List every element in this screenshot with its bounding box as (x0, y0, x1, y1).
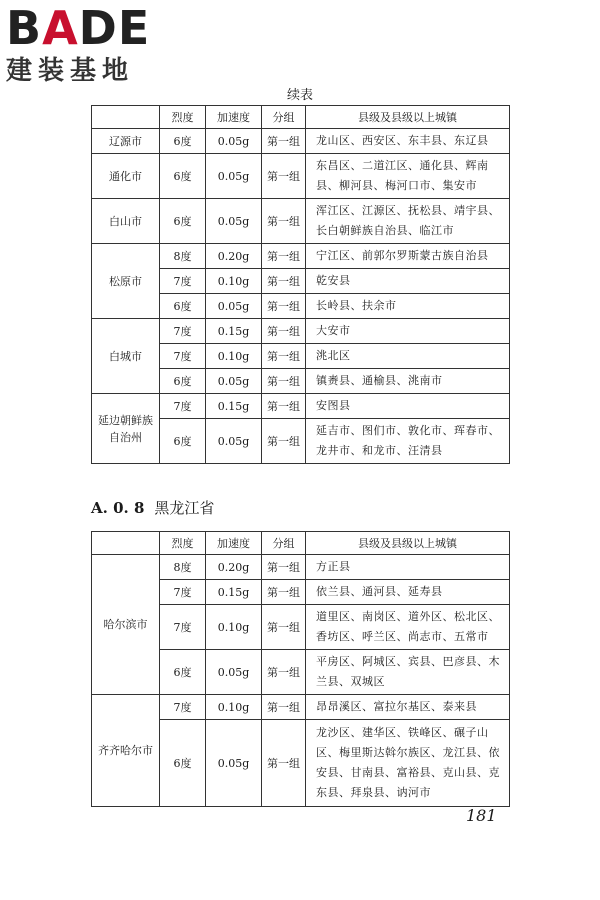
header-intensity: 烈度 (160, 106, 206, 129)
acceleration-cell: 0.15g (206, 319, 262, 344)
acceleration-cell: 0.05g (206, 154, 262, 199)
header-intensity: 烈度 (160, 532, 206, 555)
group-cell: 第一组 (262, 695, 306, 720)
table-row (92, 199, 510, 244)
intensity-cell: 6度 (160, 129, 206, 154)
intensity-cell: 7度 (160, 394, 206, 419)
city-cell: 齐齐哈尔市 (92, 695, 160, 807)
page-number: 181 (466, 806, 497, 825)
towns-cell: 平房区、阿城区、宾县、巴彦县、木兰县、双城区 (306, 650, 510, 695)
intensity-cell: 6度 (160, 154, 206, 199)
intensity-cell: 6度 (160, 294, 206, 319)
acceleration-cell: 0.05g (206, 369, 262, 394)
brand-logo (6, 1, 176, 86)
section-title: 黑龙江省 (154, 499, 215, 517)
intensity-cell: 7度 (160, 269, 206, 294)
group-cell: 第一组 (262, 369, 306, 394)
city-cell: 白城市 (92, 319, 160, 394)
towns-cell: 方正县 (306, 555, 510, 580)
acceleration-cell: 0.05g (206, 129, 262, 154)
intensity-cell: 6度 (160, 419, 206, 464)
towns-cell: 洮北区 (306, 344, 510, 369)
acceleration-cell: 0.20g (206, 555, 262, 580)
towns-cell: 乾安县 (306, 269, 510, 294)
header-towns: 县级及县级以上城镇 (306, 532, 510, 555)
towns-cell: 长岭县、扶余市 (306, 294, 510, 319)
towns-cell: 昂昂溪区、富拉尔基区、泰来县 (306, 695, 510, 720)
towns-cell: 延吉市、图们市、敦化市、珲春市、龙井市、和龙市、汪清县 (306, 419, 510, 464)
acceleration-cell: 0.15g (206, 394, 262, 419)
table-row (92, 154, 510, 199)
header-group: 分组 (262, 106, 306, 129)
acceleration-cell: 0.20g (206, 244, 262, 269)
header-acceleration: 加速度 (206, 106, 262, 129)
acceleration-cell: 0.05g (206, 419, 262, 464)
header-city (92, 532, 160, 555)
group-cell: 第一组 (262, 269, 306, 294)
intensity-cell: 6度 (160, 199, 206, 244)
group-cell: 第一组 (262, 720, 306, 807)
group-cell: 第一组 (262, 555, 306, 580)
group-cell: 第一组 (262, 605, 306, 650)
jilin-seismic-table (91, 105, 510, 464)
logo-subtitle: 建装基地 (6, 56, 135, 86)
city-cell: 延边朝鲜族自治州 (92, 394, 160, 464)
table-caption: 续表 (286, 88, 313, 103)
acceleration-cell: 0.10g (206, 269, 262, 294)
group-cell: 第一组 (262, 294, 306, 319)
group-cell: 第一组 (262, 319, 306, 344)
header-city (92, 106, 160, 129)
header-group: 分组 (262, 532, 306, 555)
group-cell: 第一组 (262, 129, 306, 154)
intensity-cell: 7度 (160, 319, 206, 344)
intensity-cell: 7度 (160, 695, 206, 720)
group-cell: 第一组 (262, 199, 306, 244)
towns-cell: 安图县 (306, 394, 510, 419)
towns-cell: 镇赉县、通榆县、洮南市 (306, 369, 510, 394)
heilongjiang-seismic-table (91, 531, 510, 807)
intensity-cell: 6度 (160, 369, 206, 394)
header-towns: 县级及县级以上城镇 (306, 106, 510, 129)
table-row (92, 695, 510, 720)
intensity-cell: 7度 (160, 344, 206, 369)
header-acceleration: 加速度 (206, 532, 262, 555)
table-row (92, 244, 510, 269)
towns-cell: 宁江区、前郭尔罗斯蒙古族自治县 (306, 244, 510, 269)
towns-cell: 东昌区、二道江区、通化县、辉南县、柳河县、梅河口市、集安市 (306, 154, 510, 199)
table-row (92, 319, 510, 344)
city-cell: 辽源市 (92, 129, 160, 154)
group-cell: 第一组 (262, 244, 306, 269)
towns-cell: 依兰县、通河县、延寿县 (306, 580, 510, 605)
acceleration-cell: 0.10g (206, 605, 262, 650)
group-cell: 第一组 (262, 344, 306, 369)
group-cell: 第一组 (262, 394, 306, 419)
city-cell: 通化市 (92, 154, 160, 199)
towns-cell: 龙沙区、建华区、铁峰区、碾子山区、梅里斯达斡尔族区、龙江县、依安县、甘南县、富裕县、克山县、克东县、拜泉县、讷河市 (306, 720, 510, 807)
group-cell: 第一组 (262, 419, 306, 464)
group-cell: 第一组 (262, 154, 306, 199)
acceleration-cell: 0.05g (206, 199, 262, 244)
acceleration-cell: 0.15g (206, 580, 262, 605)
group-cell: 第一组 (262, 580, 306, 605)
section-heading (91, 497, 214, 518)
table-row (92, 555, 510, 580)
intensity-cell: 8度 (160, 555, 206, 580)
acceleration-cell: 0.05g (206, 294, 262, 319)
intensity-cell: 8度 (160, 244, 206, 269)
city-cell: 白山市 (92, 199, 160, 244)
city-cell: 哈尔滨市 (92, 555, 160, 695)
logo-wordmark: BADE (6, 1, 151, 55)
city-cell: 松原市 (92, 244, 160, 319)
towns-cell: 龙山区、西安区、东丰县、东辽县 (306, 129, 510, 154)
intensity-cell: 7度 (160, 580, 206, 605)
intensity-cell: 6度 (160, 650, 206, 695)
acceleration-cell: 0.05g (206, 650, 262, 695)
section-number: A. 0. 8 (91, 499, 145, 517)
towns-cell: 大安市 (306, 319, 510, 344)
table-row (92, 129, 510, 154)
intensity-cell: 7度 (160, 605, 206, 650)
acceleration-cell: 0.05g (206, 720, 262, 807)
acceleration-cell: 0.10g (206, 344, 262, 369)
group-cell: 第一组 (262, 650, 306, 695)
acceleration-cell: 0.10g (206, 695, 262, 720)
intensity-cell: 6度 (160, 720, 206, 807)
table-row (92, 394, 510, 419)
towns-cell: 道里区、南岗区、道外区、松北区、香坊区、呼兰区、尚志市、五常市 (306, 605, 510, 650)
towns-cell: 浑江区、江源区、抚松县、靖宇县、长白朝鲜族自治县、临江市 (306, 199, 510, 244)
